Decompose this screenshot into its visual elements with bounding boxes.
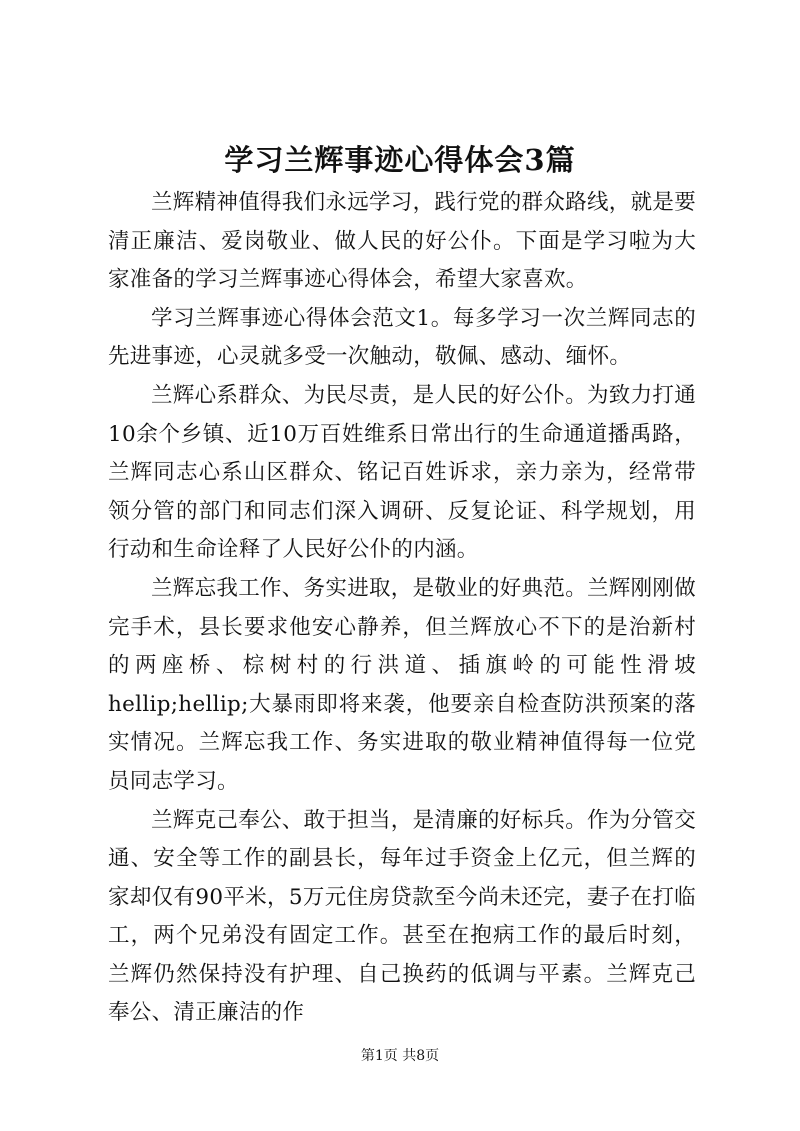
paragraph-dedication: 兰辉忘我工作、务实进取，是敬业的好典范。兰辉刚刚做完手术，县长要求他安心静养，但兰辉放心不下的是治新村的两座桥、棕树村的行洪道、插旗岭的可能性滑坡hellip;hellip;大暴雨即将来袭，他要亲自检查防洪预案的落实情况。兰辉忘我工作、务实进取的敬业精神值得每一位党员同志学习。 [108,575,697,794]
paragraph-intro: 兰辉精神值得我们永远学习，践行党的群众路线，就是要清正廉洁、爱岗敬业、做人民的好公仆。下面是学习啦为大家准备的学习兰辉事迹心得体会，希望大家喜欢。 [108,190,697,293]
page-footer: 第1页 共8页 [360,1048,440,1064]
paragraph-integrity: 兰辉克己奉公、敢于担当，是清廉的好标兵。作为分管交通、安全等工作的副县长，每年过手资金上亿元，但兰辉的家却仅有90平米，5万元住房贷款至今尚未还完，妻子在打临工，两个兄弟没有固定工作。甚至在抱病工作的最后时刻，兰辉仍然保持没有护理、自己换药的低调与平素。兰辉克己奉公、清正廉洁的作 [108,807,697,1026]
paragraph-public-servant: 兰辉心系群众、为民尽责，是人民的好公仆。为致力打通10余个乡镇、近10万百姓维系日常出行的生命通道播禹路，兰辉同志心系山区群众、铭记百姓诉求，亲力亲为，经常带领分管的部门和同志们深入调研、反复论证、科学规划，用行动和生命诠释了人民好公仆的内涵。 [108,382,697,563]
paragraph-sample-1: 学习兰辉事迹心得体会范文1。每多学习一次兰辉同志的先进事迹，心灵就多受一次触动，敬佩、感动、缅怀。 [108,305,696,370]
document-body [108,184,696,1033]
document-title: 学习兰辉事迹心得体会3篇 [224,143,576,177]
